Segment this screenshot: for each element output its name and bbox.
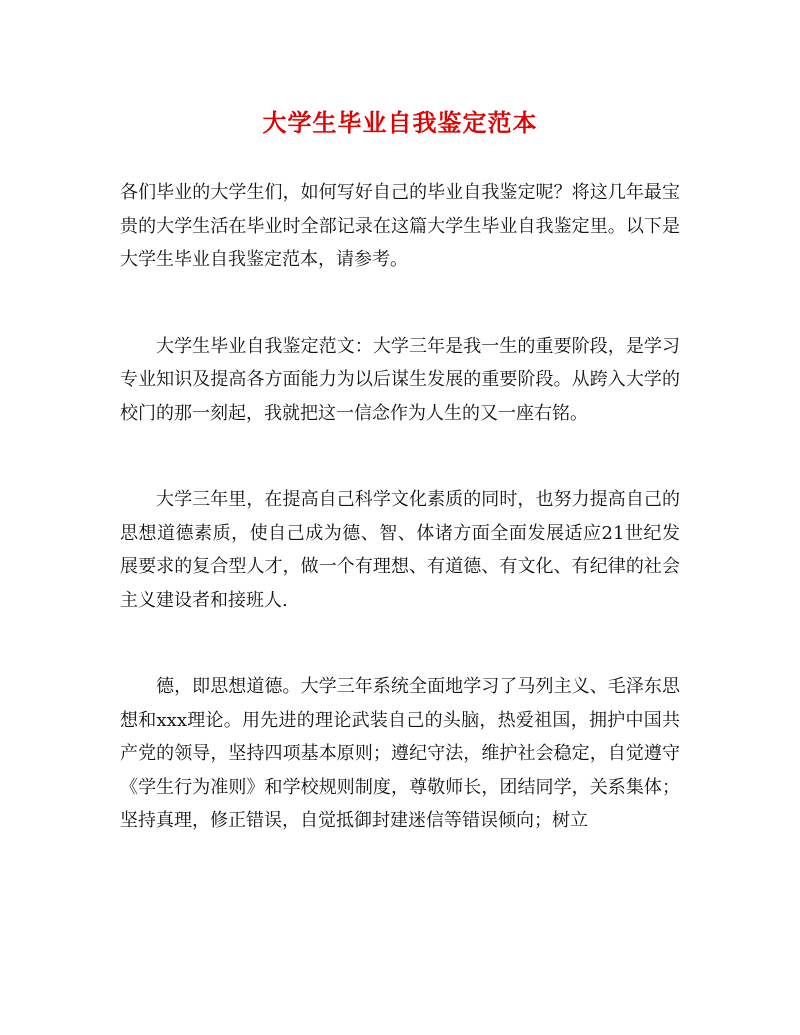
paragraph-morality: 德，即思想道德。大学三年系统全面地学习了马列主义、毛泽东思想和xxx理论。用先进的理论武装自己的头脑，热爱祖国，拥护中国共产党的领导，坚持四项基本原则；遵纪守法，维护社会稳定，自觉遵守《学生行为准则》和学校规则制度，尊敬师长，团结同学，关系集体；坚持真理，修正错误，自觉抵御封建迷信等错误倾向；树立 xyxy=(120,676,680,831)
paragraph-gap xyxy=(120,617,680,670)
document-body xyxy=(120,176,680,838)
document-title: 大学生毕业自我鉴定范本 xyxy=(262,108,538,137)
paragraph-gap xyxy=(120,430,680,483)
paragraph-quality: 大学三年里，在提高自己科学文化素质的同时，也努力提高自己的思想道德素质，使自己成为德、智、体诸方面全面发展适应21世纪发展要求的复合型人才，做一个有理想、有道德、有文化、有纪律的社会主义建设者和接班人. xyxy=(120,489,680,611)
paragraph-intro: 各们毕业的大学生们，如何写好自己的毕业自我鉴定呢？将这几年最宝贵的大学生活在毕业时全部记录在这篇大学生毕业自我鉴定里。以下是大学生毕业自我鉴定范本，请参考。 xyxy=(120,182,680,270)
paragraph-sample-intro: 大学生毕业自我鉴定范文：大学三年是我一生的重要阶段，是学习专业知识及提高各方面能力为以后谋生发展的重要阶段。从跨入大学的校门的那一刻起，我就把这一信念作为人生的又一座右铭。 xyxy=(120,335,680,424)
paragraph-gap xyxy=(120,277,680,330)
